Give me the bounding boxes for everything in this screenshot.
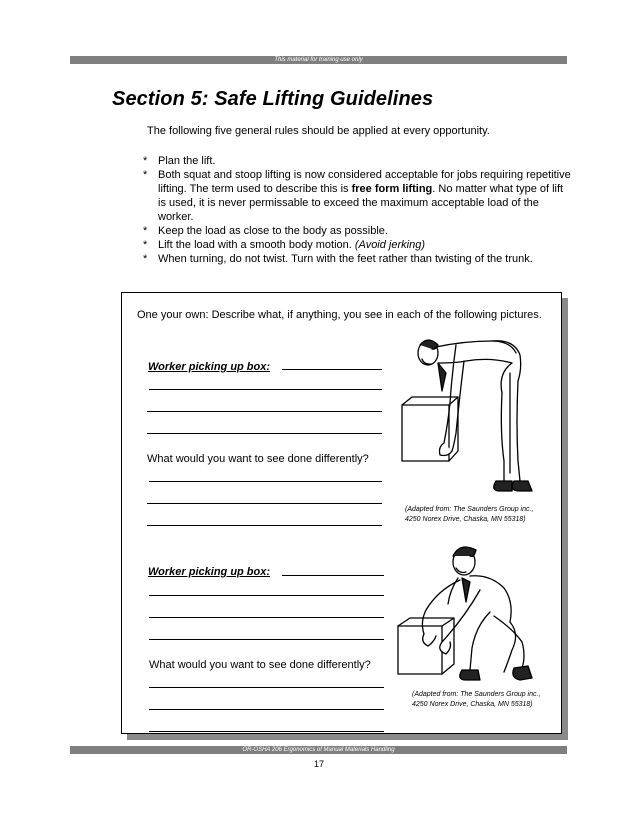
answer-line[interactable] <box>149 617 384 618</box>
answer-line[interactable] <box>149 481 382 482</box>
answer-line[interactable] <box>282 575 384 576</box>
footer-band: OR-OSHA 206 Ergonomics of Manual Materials Handling <box>70 746 567 754</box>
rules-list <box>143 154 573 266</box>
answer-line[interactable] <box>149 709 384 710</box>
answer-line[interactable] <box>147 503 382 504</box>
exercise-box <box>121 292 562 734</box>
figure1-credit: (Adapted from: The Saunders Group inc., <box>405 506 534 513</box>
free-form-lifting-term: free form lifting <box>351 183 433 195</box>
exercise-intro: One your own: Describe what, if anything, you see in each of the following pictures. <box>137 309 542 321</box>
intro-text: The following five general rules should be applied at every opportunity. <box>147 125 490 137</box>
block2-question: What would you want to see done differently? <box>149 659 371 671</box>
answer-line[interactable] <box>149 687 384 688</box>
answer-line[interactable] <box>149 639 384 640</box>
answer-line[interactable] <box>149 595 384 596</box>
header-band: This material for training use only <box>70 56 567 64</box>
answer-line[interactable] <box>149 389 382 390</box>
figure2-credit: (Adapted from: The Saunders Group inc., <box>412 691 541 698</box>
answer-line[interactable] <box>282 369 382 370</box>
rule-item: * Keep the load as close to the body as possible. <box>143 225 388 237</box>
answer-line[interactable] <box>149 731 384 732</box>
rule-item: * When turning, do not twist. Turn with the feet rather than twisting of the trunk. <box>143 253 533 265</box>
stoop-lift-illustration <box>394 333 544 495</box>
block1-label: Worker picking up box: <box>148 361 271 373</box>
rule-item: * Both squat and stoop lifting is now considered acceptable for jobs requiring repetitive lifting. The term used to describe this is free form lifting. No matter what type of lift is used, it is never permissable to exceed the maximum acceptable load of the worker. <box>143 169 571 223</box>
squat-lift-illustration <box>394 538 544 688</box>
rule-item: * Plan the lift. <box>143 155 216 167</box>
figure2-credit: 4250 Norex Drive, Chaska, MN 55318) <box>412 701 533 708</box>
section-title: Section 5: Safe Lifting Guidelines <box>112 88 434 110</box>
figure1-credit: 4250 Norex Drive, Chaska, MN 55318) <box>405 516 526 523</box>
page-number: 17 <box>313 759 324 769</box>
block2-label: Worker picking up box: <box>148 566 271 578</box>
block1-question: What would you want to see done differently? <box>147 453 369 465</box>
answer-line[interactable] <box>147 525 382 526</box>
answer-line[interactable] <box>147 433 382 434</box>
rule-item: * Lift the load with a smooth body motion. (Avoid jerking) <box>143 239 425 251</box>
answer-line[interactable] <box>147 411 382 412</box>
